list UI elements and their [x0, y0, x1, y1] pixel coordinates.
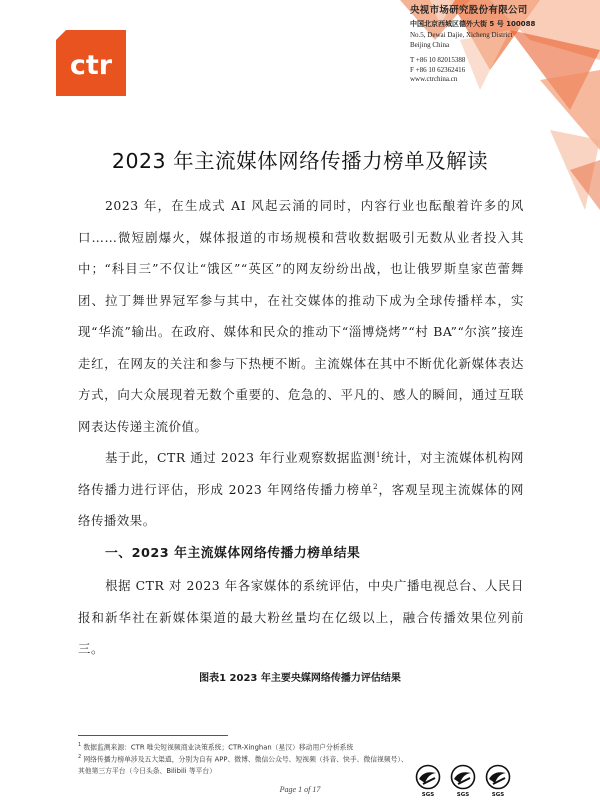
ctr-logo — [56, 30, 126, 96]
footnote-ref-2[interactable]: 2 — [373, 482, 379, 491]
svg-text:SGS: SGS — [456, 792, 470, 798]
address-en-line1: No.5, Dewai Dajie, Xicheng District — [410, 31, 513, 40]
company-name-cn: 央视市场研究股份有限公司 — [410, 5, 528, 16]
certification-seal-icon — [450, 764, 476, 798]
telephone: T +86 10 82015388 — [410, 56, 466, 65]
footnote-1-text: 数据监测来源：CTR 唯尖短视频商业决策系统；CTR-Xinghan（星汉）移动用户分析系统 — [83, 743, 354, 752]
address-cn: 中国北京西城区德外大街 5 号 100088 — [410, 19, 536, 28]
section-heading: 一、2023 年主流媒体网络传播力榜单结果 — [105, 546, 361, 561]
footnote-1-number: 1 — [78, 742, 82, 748]
logo-text: ctr — [69, 50, 113, 81]
address-en-line2: Beijing China — [410, 40, 450, 49]
footnote-2-text-b: 其他第三方平台（今日头条、Bilibili 等平台） — [78, 767, 217, 776]
footnote-ref-1[interactable]: 1 — [376, 450, 382, 459]
company-info — [410, 5, 595, 84]
paragraph-method-text-c: ，客观呈现主流媒体的网络传播效果。 — [78, 481, 524, 528]
paragraph-method-text-b: 统计，对主流媒体机构网络传播力进行评估，形成 2023 年网络传播力榜单 — [78, 450, 524, 497]
certification-seal-icon — [485, 764, 511, 798]
certification-seal-icon — [415, 764, 441, 798]
logo-registered-mark: ® — [114, 30, 121, 38]
footnote-divider — [78, 735, 228, 736]
paragraph-method-text-a: 基于此，CTR 通过 2023 年行业观察数据监测 — [105, 450, 377, 465]
paragraph-results-text: 根据 CTR 对 2023 年各家媒体的系统评估，中央广播电视总台、人民日报和新华社在新媒体渠道的最大粉丝量均在亿级以上，融合传播效果位列前三。 — [78, 578, 524, 656]
footnote-2 — [78, 751, 423, 777]
svg-text:SGS: SGS — [421, 792, 435, 798]
svg-text:SGS: SGS — [491, 792, 505, 798]
footnote-2-text-a: 网络传播力榜单涉及五大渠道，分别为自有 APP、微博、微信公众号、短视频（抖音、快手、微信视频号）、 — [83, 755, 408, 764]
footnote-2-number: 2 — [78, 754, 82, 760]
paragraph-results — [78, 570, 524, 665]
page-number: Page 1 of 17 — [279, 785, 321, 794]
fax: F +86 10 62362416 — [410, 65, 466, 74]
website: www.ctrchina.cn — [410, 75, 458, 83]
paragraph-intro-text: 2023 年，在生成式 AI 风起云涌的同时，内容行业也酝酿着许多的风口……微短剧爆火，媒体报道的市场规模和营收数据吸引无数从业者投入其中；“科目三”不仅让“饿区”“英区”的网友纷纷出战，也让俄罗斯皇家芭蕾舞团、拉丁舞世界冠军参与其中，在社交媒体的推动下成为全球传播样本，实现“华流”输出。在政府、媒体和民众的推动下“淄博烧烤”“村 BA”“尔滨”接连走红，在网友的关注和参与下热梗不断。主流媒体在其中不断优化新媒体表达方式，向大众展现着无数个重要的、危急的、平凡的、感人的瞬间，通过互联网表达传递主流价值。 — [78, 198, 524, 434]
figure-caption: 图表1 2023 年主要央媒网络传播力评估结果 — [199, 673, 401, 684]
paragraph-method — [78, 442, 524, 537]
document-title: 2023 年主流媒体网络传播力榜单及解读 — [111, 149, 489, 173]
paragraph-intro — [78, 190, 524, 442]
